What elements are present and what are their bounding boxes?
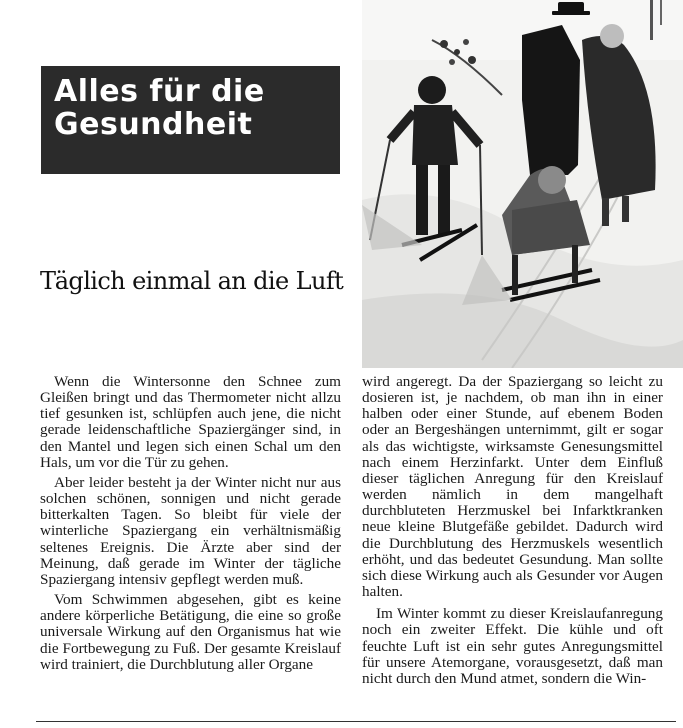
column-2-paragraph-2: Im Winter kommt zu dieser Kreislaufanregung noch ein zweiter Effekt. Die kühle und oft feuchte Luft ist ein sehr gutes Anregungsmittel für unsere Atemorgane, vorausgesetzt, daß man nicht durch den Mund atmet, sondern die Win- <box>362 605 663 687</box>
column-1-paragraph-2: Aber leider besteht ja der Winter nicht nur aus solchen schönen, sonnigen und nicht gerade bitterkalten Tagen. So bleibt für viele der winterliche Spaziergang ein verhältnismäßig seltenes Ereignis. Die Ärzte aber sind der Meinung, daß gerade im Winter der tägliche Spaziergang intensiv gepflegt werden muß. <box>40 473 341 588</box>
article-column-1 <box>40 374 341 677</box>
article-column-2 <box>362 374 663 691</box>
winter-walk-illustration <box>362 0 683 368</box>
page-bottom-rule <box>36 721 676 722</box>
article-headline: Täglich einmal an die Luft <box>40 267 344 295</box>
column-1-paragraph-1: Wenn die Wintersonne den Schnee zum Gleißen bringt und das Thermometer nicht allzu tief gesunken ist, schlüpfen auch jene, die nicht gerade leidenschaftliche Spaziergänger sind, in den Mantel und legen sich einen Schal um den Hals, um vor die Tür zu gehen. <box>40 373 341 471</box>
section-title-line-2: Gesundheit <box>54 107 253 142</box>
column-2-paragraph-1: wird angeregt. Da der Spaziergang so leicht zu dosieren ist, je nachdem, ob man ihn in einer halben oder einer Stunde, auf ebenem Boden oder an Bergeshängen unternimmt, gilt er sogar als das wichtigste, wirksamste Genesungsmittel nach einem Herzinfarkt. Unter dem Einfluß dieser täglichen Anregung für den Kreislauf werden nämlich in dem mangelhaft durchbluteten Herzmuskel bei Infarktkranken neue kleine Blutgefäße gebildet. Dadurch wird die Durchblutung des Herzmuskels wesentlich erhöht, und das bedeutet Gesundung. Man sollte sich diese Wirkung auch als Gesunder vor Augen halten. <box>362 373 663 601</box>
column-1-paragraph-3: Vom Schwimmen abgesehen, gibt es keine andere körperliche Betätigung, die eine so große universale Wirkung auf den Organismus hat wie die Fortbewegung zu Fuß. Der gesamte Kreislauf wird trainiert, die Durchblutung aller Organe <box>40 591 341 673</box>
section-title-line-1: Alles für die <box>54 74 265 109</box>
section-title <box>54 75 265 141</box>
section-banner <box>41 66 340 174</box>
winter-walk-photo <box>362 0 683 368</box>
